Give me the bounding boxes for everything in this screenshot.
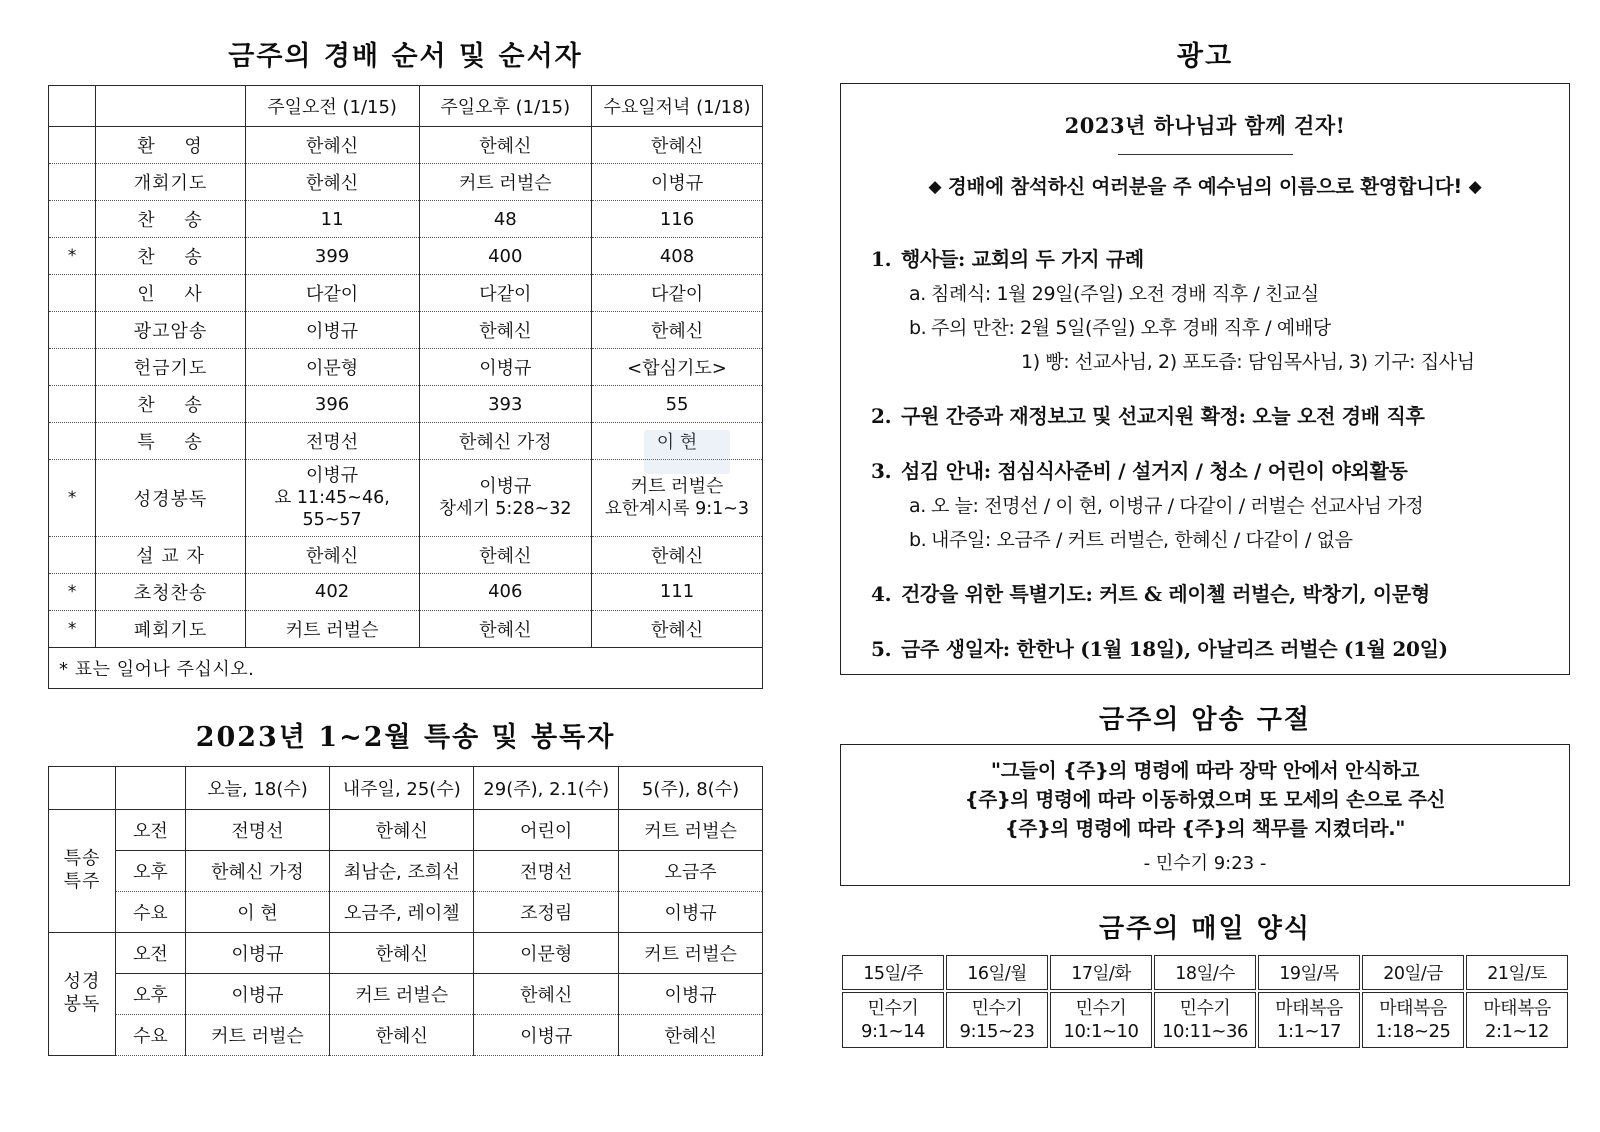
row-value: 한혜신 [419,127,592,164]
table-row [49,238,763,275]
announcement-heading-text: 섬김 안내: 점심식사준비 / 설거지 / 청소 / 어린이 야외활동 [901,459,1408,483]
announcement-heading [871,455,1539,484]
schedule-value: 이문형 [474,932,619,973]
row-stand-marker: * [49,573,96,610]
announcement-subitem [909,491,1539,518]
table-row [49,536,763,573]
order-table-header [49,86,763,127]
row-value: 48 [419,201,592,238]
row-label: 환 영 [96,127,245,164]
row-value: <합심기도> [592,349,763,386]
table-row [49,573,763,610]
subitem-marker: a. [909,283,926,305]
row-stand-marker [49,536,96,573]
row-label: 인 사 [96,275,245,312]
row-value: 커트 러벌슨 [419,164,592,201]
row-value: 이 현 [592,423,763,460]
header-wednesday-evening: 수요일저녁 (1/18) [592,86,763,127]
table-row [49,386,763,423]
header-week-1: 오늘, 18(수) [185,766,329,809]
announcement-number: 2. [871,404,892,428]
footnote-row [49,647,763,688]
daily-passage-cell [1154,992,1256,1049]
daily-day-header: 19일/목 [1258,955,1360,990]
header-group-col [49,766,116,809]
row-value: 111 [592,573,763,610]
special-schedule-table [48,766,763,1056]
daily-verses: 1:18~25 [1375,1020,1451,1042]
row-value: 116 [592,201,763,238]
daily-book: 민수기 [1179,997,1231,1019]
daily-book: 마태복음 [1483,997,1551,1019]
announcement-heading-text: 행사들: 교회의 두 가지 규례 [901,247,1144,271]
announcements-box [840,83,1570,675]
daily-day-header: 16일/월 [946,955,1048,990]
diamond-right-icon: ◆ [1468,177,1482,197]
verse-line: "그들이 {주}의 명령에 따라 장막 안에서 안식하고 [990,759,1420,782]
row-label: 헌금기도 [96,349,245,386]
daily-book: 민수기 [1075,997,1127,1019]
schedule-value: 어린이 [474,809,619,850]
daily-verses: 9:15~23 [959,1020,1035,1042]
daily-day-header: 20일/금 [1362,955,1464,990]
header-label-col [96,86,245,127]
diamond-left-icon: ◆ [928,177,942,197]
row-label: 폐회기도 [96,610,245,647]
table-row [49,850,763,891]
header-star-col [49,86,96,127]
daily-book: 민수기 [971,997,1023,1019]
memory-verse-title: 금주의 암송 구절 [1099,705,1311,735]
row-label: 설 교 자 [96,536,245,573]
schedule-value: 오금주, 레이첼 [330,891,474,932]
table-row [49,460,763,537]
row-value: 406 [419,573,592,610]
row-value: 커트 러벌슨 [245,610,419,647]
row-value: 이병규 [592,164,763,201]
verse-reference: - 민수기 9:23 - [1143,852,1267,874]
time-label: 오후 [116,850,186,891]
schedule-value: 이병규 [619,891,763,932]
row-stand-marker [49,349,96,386]
row-value: 55 [592,386,763,423]
row-value: 한혜신 [419,312,592,349]
row-value: 전명선 [245,423,419,460]
schedule-value: 한혜신 [330,809,474,850]
schedule-value: 한혜신 가정 [185,850,329,891]
daily-day-header: 17일/화 [1050,955,1152,990]
row-label: 개회기도 [96,164,245,201]
row-label: 광고암송 [96,312,245,349]
time-label: 수요 [116,1014,186,1055]
row-value: 402 [245,573,419,610]
daily-verses: 9:1~14 [861,1020,925,1042]
row-value [419,460,592,537]
row-stand-marker: * [49,238,96,275]
special-table-header [49,766,763,809]
schedule-value: 한혜신 [330,932,474,973]
table-row [49,127,763,164]
schedule-value: 최남순, 조희선 [330,850,474,891]
row-value: 한혜신 [592,312,763,349]
row-stand-marker [49,201,96,238]
order-of-worship-title: 금주의 경배 순서 및 순서자 [228,41,583,72]
announcements-title: 광고 [1176,41,1234,72]
header-sunday-afternoon: 주일오후 (1/15) [419,86,592,127]
subitem-text: 오 늘: 전명선 / 이 현, 이병규 / 다같이 / 러벌슨 선교사님 가정 [931,495,1424,517]
announcement-heading [871,633,1539,662]
value-scripture: 창세기 5:28~32 [439,499,572,520]
subitem-marker: b. [909,317,927,339]
subitem-marker: a. [909,495,926,517]
header-week-4: 5(주), 8(수) [619,766,763,809]
header-week-2: 내주일, 25(수) [330,766,474,809]
announcement-subitem [909,525,1539,552]
row-stand-marker: * [49,610,96,647]
left-column [48,34,763,1056]
schedule-value: 커트 러벌슨 [330,973,474,1014]
row-value: 이병규 [245,312,419,349]
row-label: 성경봉독 [96,460,245,537]
group-label [49,809,116,932]
row-value: 393 [419,386,592,423]
announcement-heading [871,400,1539,429]
row-value: 한혜신 [419,610,592,647]
schedule-value: 이병규 [185,973,329,1014]
daily-passage-cell [842,992,944,1049]
row-value: 한혜신 [245,536,419,573]
announcement-number: 1. [871,247,892,271]
header-sunday-morning: 주일오전 (1/15) [245,86,419,127]
table-row [49,932,763,973]
time-label: 수요 [116,891,186,932]
row-value: 한혜신 [245,127,419,164]
row-value [245,460,419,537]
schedule-value: 한혜신 [619,1014,763,1055]
row-stand-marker [49,275,96,312]
announcement-list [871,243,1539,662]
announcement-item [871,455,1539,552]
subitem-text: 내주일: 오금주 / 커트 러벌슨, 한혜신 / 다같이 / 없음 [931,529,1353,551]
value-primary: 이병규 [306,465,359,486]
row-value: 396 [245,386,419,423]
value-primary: 커트 러벌슨 [630,476,724,498]
row-stand-marker [49,423,96,460]
group-label [49,932,116,1055]
daily-days-row [842,955,1568,990]
daily-verses: 2:1~12 [1485,1020,1549,1042]
row-value: 한혜신 [592,536,763,573]
schedule-value: 이병규 [474,1014,619,1055]
time-label: 오후 [116,973,186,1014]
row-value: 400 [419,238,592,275]
table-row [49,610,763,647]
table-row [49,201,763,238]
schedule-value: 조정림 [474,891,619,932]
row-label: 초청찬송 [96,573,245,610]
announcement-number: 3. [871,459,892,483]
table-row [49,973,763,1014]
row-value: 다같이 [592,275,763,312]
row-value: 다같이 [245,275,419,312]
table-row [49,164,763,201]
memory-verse-box [840,744,1570,886]
schedule-value: 이 현 [185,891,329,932]
announcement-number: 5. [871,637,892,661]
row-value: 11 [245,201,419,238]
verse-line: {주}의 명령에 따라 {주}의 책무를 지켰더라." [1004,816,1406,840]
schedule-value: 이병규 [185,932,329,973]
special-schedule-title: 2023년 1~2월 특송 및 봉독자 [195,721,616,753]
header-week-3: 29(주), 2.1(수) [474,766,619,809]
row-value: 한혜신 [245,164,419,201]
announcement-subitem [909,313,1539,340]
table-row [49,275,763,312]
schedule-value: 한혜신 [330,1014,474,1055]
announcement-heading-text: 건강을 위한 특별기도: 커트 & 레이첼 러벌슨, 박창기, 이문형 [901,582,1430,606]
time-label: 오전 [116,809,186,850]
table-row [49,891,763,932]
value-primary: 이병규 [479,476,532,498]
table-row [49,423,763,460]
announcement-item [871,243,1539,374]
order-of-worship-table [48,85,763,689]
announcement-heading-text: 금주 생일자: 한한나 (1월 18일), 아날리즈 러벌슨 (1월 20일) [901,637,1448,661]
value-scripture: 요한계시록 9:1~3 [604,499,750,520]
row-label: 찬 송 [96,201,245,238]
table-header-row [49,766,763,809]
daily-passage-cell [1466,992,1568,1049]
daily-verses: 10:11~36 [1162,1020,1248,1042]
row-stand-marker [49,164,96,201]
daily-day-header: 15일/주 [842,955,944,990]
daily-passage-cell [946,992,1048,1049]
announcement-item [871,633,1539,662]
row-value: 이병규 [419,349,592,386]
welcome-message [871,171,1539,199]
announcement-item [871,578,1539,607]
row-label: 찬 송 [96,386,245,423]
announcement-heading-text: 구원 간증과 재정보고 및 선교지원 확정: 오늘 오전 경배 직후 [901,404,1425,428]
special-table-body [49,809,763,1055]
daily-book: 마태복음 [1275,997,1343,1019]
row-value: 한혜신 [419,536,592,573]
row-value: 이문형 [245,349,419,386]
table-header-row [49,86,763,127]
schedule-value: 커트 러벌슨 [619,809,763,850]
row-stand-marker [49,127,96,164]
group-label-line: 특주 [63,870,101,892]
daily-passage-cell [1362,992,1464,1049]
announcement-heading [871,243,1539,272]
daily-day-header: 21일/토 [1466,955,1568,990]
time-label: 오전 [116,932,186,973]
order-table-body [49,127,763,689]
subitem-text: 침례식: 1월 29일(주일) 오전 경배 직후 / 친교실 [931,283,1319,305]
table-row [49,809,763,850]
value-scripture: 요 11:45~46, 55~57 [274,488,390,531]
row-value: 한혜신 [592,127,763,164]
daily-book: 마태복음 [1379,997,1447,1019]
announcement-heading [871,578,1539,607]
verse-line: {주}의 명령에 따라 이동하였으며 또 모세의 손으로 주신 [964,787,1446,811]
announcement-item [871,400,1539,429]
row-value: 다같이 [419,275,592,312]
daily-verses: 10:1~10 [1063,1020,1139,1042]
row-value: 399 [245,238,419,275]
row-value [592,460,763,537]
group-label-line: 특송 [63,848,101,870]
row-value: 한혜신 가정 [419,423,592,460]
year-slogan: 2023년 하나님과 함께 걷자! [1064,113,1346,138]
row-value: 408 [592,238,763,275]
daily-passage-cell [1050,992,1152,1049]
row-stand-marker [49,386,96,423]
row-value: 한혜신 [592,610,763,647]
table-row [49,312,763,349]
schedule-value: 전명선 [474,850,619,891]
stand-footnote: * 표는 일어나 주십시오. [49,647,763,688]
daily-reading-table [840,953,1570,1051]
daily-verses: 1:1~17 [1277,1020,1341,1042]
schedule-value: 커트 러벌슨 [185,1014,329,1055]
daily-day-header: 18일/수 [1154,955,1256,990]
row-stand-marker: * [49,460,96,537]
slogan-divider [1118,154,1293,155]
schedule-value: 커트 러벌슨 [619,932,763,973]
group-label-line: 봉독 [63,993,101,1015]
daily-passages-row [842,992,1568,1049]
daily-passage-cell [1258,992,1360,1049]
table-row [49,1014,763,1055]
welcome-text: 경배에 참석하신 여러분을 주 예수님의 이름으로 환영합니다! [947,175,1463,198]
daily-book: 민수기 [867,997,919,1019]
schedule-value: 오금주 [619,850,763,891]
row-stand-marker [49,312,96,349]
right-column [840,34,1570,1050]
header-time-col [116,766,186,809]
schedule-value: 전명선 [185,809,329,850]
announcement-number: 4. [871,582,892,606]
daily-reading-title: 금주의 매일 양식 [1099,913,1311,944]
announcement-subitem [909,279,1539,306]
row-label: 찬 송 [96,238,245,275]
group-label-line: 성경 [63,971,101,993]
announcement-subsubitem: 1) 빵: 선교사님, 2) 포도즙: 담임목사님, 3) 기구: 집사님 [1021,351,1475,373]
schedule-value: 한혜신 [474,973,619,1014]
row-label: 특 송 [96,423,245,460]
subitem-text: 주의 만찬: 2월 5일(주일) 오후 경배 직후 / 예배당 [931,317,1331,339]
table-row [49,349,763,386]
subitem-marker: b. [909,529,927,551]
schedule-value: 이병규 [619,973,763,1014]
